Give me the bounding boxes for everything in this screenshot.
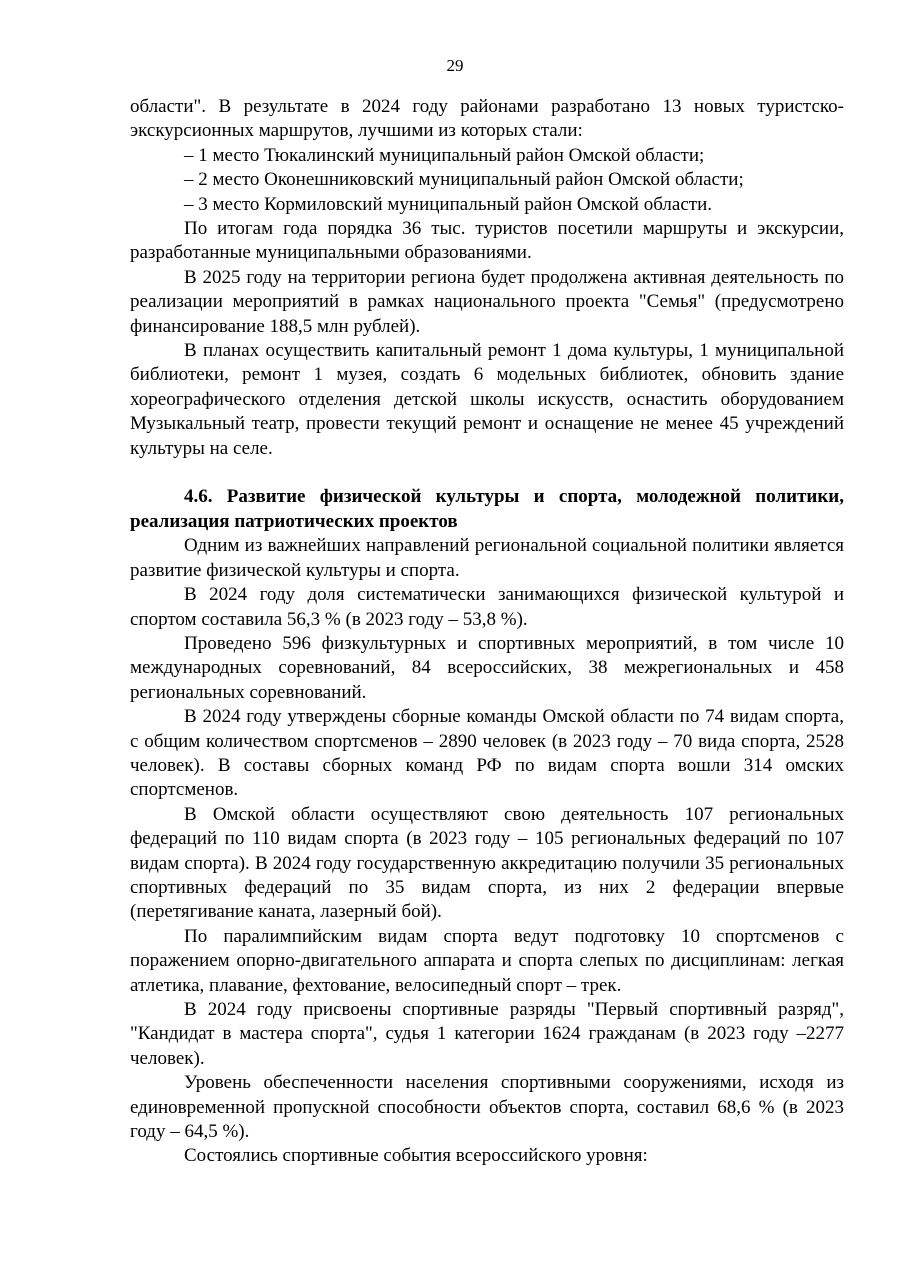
paragraph-sport-ranks: В 2024 году присвоены спортивные разряды "Первый спортивный разряд", "Кандидат в мастера спорта", судья 1 категории 1624 гражданам (в 2023 году –2277 человек). — [130, 999, 844, 1069]
paragraph-sport-share: В 2024 году доля систематически занимающихся физической культурой и спортом составила 56,3 % (в 2023 году – 53,8 %). — [130, 584, 844, 630]
paragraph-sport-events: Проведено 596 физкультурных и спортивных мероприятий, в том числе 10 международных соревнований, 84 всероссийских, 38 межрегиональных и 458 региональных соревнований. — [130, 632, 844, 703]
paragraph-russian-events: Состоялись спортивные события всероссийского уровня: — [184, 1145, 648, 1167]
section-number: 4.6. — [184, 486, 213, 508]
list-item-third-place: – 3 место Кормиловский муниципальный район Омской области. — [184, 193, 712, 215]
section-heading — [130, 485, 844, 534]
section-title: Развитие физической культуры и спорта, молодежной политики, реализация патриотических проектов — [130, 486, 844, 532]
paragraph-tourist-routes: области". В результате в 2024 году районами разработано 13 новых туристско-экскурсионных маршрутов, лучшими из которых стали: — [130, 96, 844, 142]
paragraph-culture-plans: В планах осуществить капитальный ремонт 1 дома культуры, 1 муниципальной библиотеки, ремонт 1 музея, создать 6 модельных библиотек, обновить здание хореографического отделения детской школы искусств, оснастить оборудованием Музыкальный театр, провести текущий ремонт и оснащение не менее 45 учреждений культуры на селе. — [130, 340, 844, 459]
paragraph-paralympic: По паралимпийским видам спорта ведут подготовку 10 спортсменов с поражением опорно-двигательного аппарата и спорта слепых по дисциплинам: легкая атлетика, плавание, фехтование, велосипедный спорт – трек. — [130, 925, 844, 996]
paragraph-tourists-count: По итогам года порядка 36 тыс. туристов посетили маршруты и экскурсии, разработанные муниципальными образованиями. — [130, 218, 844, 264]
paragraph-sport-policy: Одним из важнейших направлений региональной социальной политики является развитие физической культуры и спорта. — [130, 535, 844, 581]
paragraph-federations: В Омской области осуществляют свою деятельность 107 региональных федераций по 110 видам спорта (в 2023 году – 105 региональных федераций по 107 видам спорта). В 2024 году государственную аккредитацию получили 35 региональных спортивных федераций по 35 видам спорта, из них 2 федерации впервые (перетягивание каната, лазерный бой). — [130, 803, 844, 923]
paragraph-national-teams: В 2024 году утверждены сборные команды Омской области по 74 видам спорта, с общим количеством спортсменов – 2890 человек (в 2023 году – 70 вида спорта, 2528 человек). В составы сборных команд РФ по видам спорта вошли 314 омских спортсменов. — [130, 706, 844, 801]
paragraph-facilities: Уровень обеспеченности населения спортивными сооружениями, исходя из единовременной пропускной способности объектов спорта, составил 68,6 % (в 2023 году – 64,5 %). — [130, 1072, 844, 1143]
paragraph-family-project: В 2025 году на территории региона будет продолжена активная деятельность по реализации мероприятий в рамках национального проекта "Семья" (предусмотрено финансирование 188,5 млн рублей). — [130, 266, 844, 337]
page-body — [130, 95, 844, 1169]
list-item-second-place: – 2 место Оконешниковский муниципальный район Омской области; — [184, 169, 744, 191]
page-number: 29 — [446, 56, 464, 75]
list-item-first-place: – 1 место Тюкалинский муниципальный район Омской области; — [184, 144, 705, 166]
